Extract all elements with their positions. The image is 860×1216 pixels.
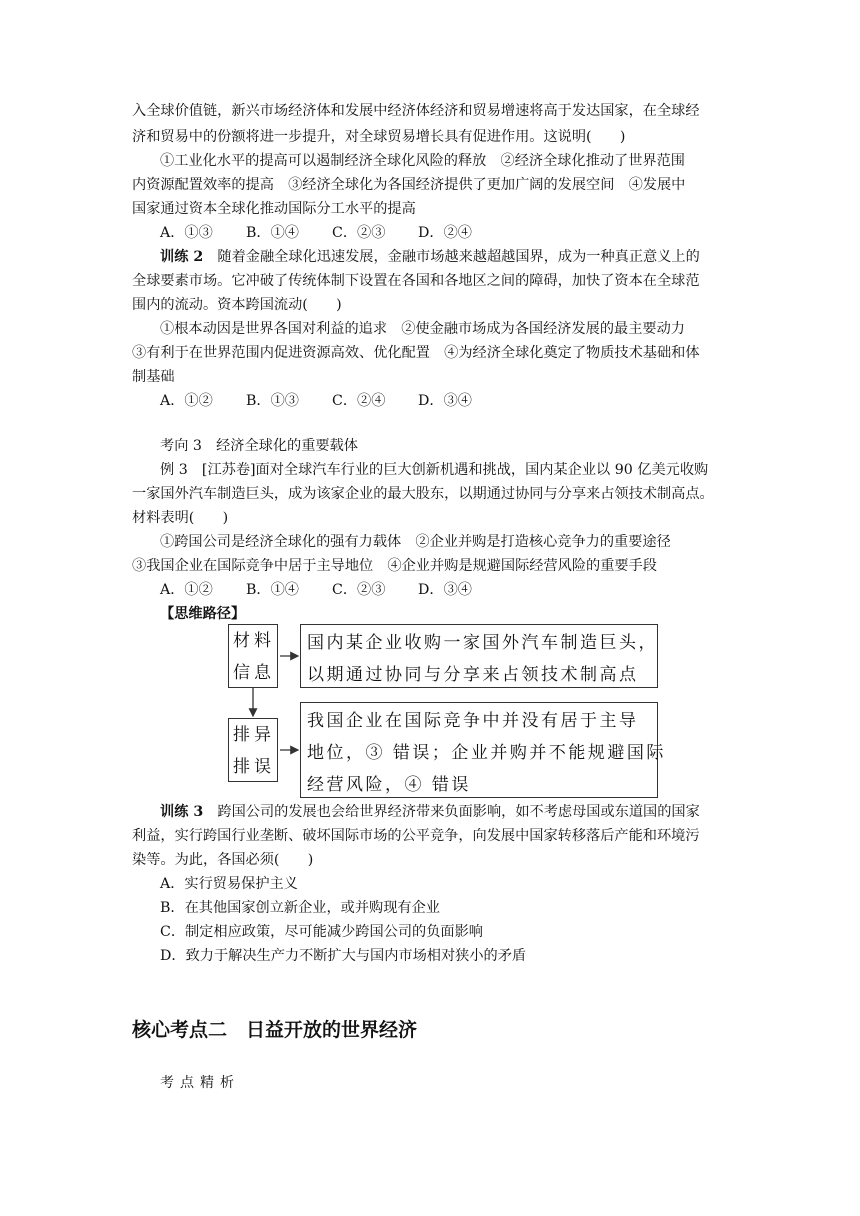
option-line: A．实行贸易保护主义 — [160, 876, 298, 892]
section-heading: 核心考点二 日益开放的世界经济 — [132, 1019, 418, 1041]
option-line: B．在其他国家创立新企业，或并购现有企业 — [160, 900, 440, 916]
answer-choices — [160, 390, 472, 412]
flow-content-text: 我国企业在国际竞争中并没有居于主导 — [307, 711, 639, 731]
answer-d: D．②④ — [418, 225, 472, 241]
example-stem: 例 3 [江苏卷]面对全球汽车行业的巨大创新机遇和挑战，国内某企业以 90 亿美元收购 — [160, 462, 709, 478]
option-line: ①工业化水平的提高可以遏制经济全球化风险的释放 ②经济全球化推动了世界范围 — [160, 153, 685, 169]
answer-b: B．①④ — [246, 582, 299, 598]
option-line: 内资源配置效率的提高 ③经济全球化为各国经济提供了更加广阔的发展空间 ④发展中 — [132, 177, 686, 193]
option-line: D．致力于解决生产力不断扩大与国内市场相对狭小的矛盾 — [160, 948, 527, 964]
text-line: 染等。为此，各国必须( ) — [132, 852, 314, 868]
text-line: 入全球价值链，新兴市场经济体和发展中经济体经济和贸易增速将高于发达国家，在全球经 — [132, 103, 700, 119]
text-line: 全球要素市场。它冲破了传统体制下设置在各国和各地区之间的障碍，加快了资本在全球范 — [132, 273, 700, 289]
exercise-stem — [160, 246, 700, 268]
text-line: 济和贸易中的份额将进一步提升，对全球贸易增长具有促进作用。这说明( ) — [132, 129, 626, 145]
answer-d: D．③④ — [418, 582, 472, 598]
option-line: ③有利于在世界范围内促进资源高效、优化配置 ④为经济全球化奠定了物质技术基础和体 — [132, 345, 700, 361]
answer-choices — [160, 579, 472, 601]
exercise-label: 训练 2 — [160, 249, 204, 265]
flow-content-box-1 — [300, 624, 658, 688]
answer-b: B．①④ — [246, 225, 299, 241]
answer-a: A．①② — [160, 393, 213, 409]
flow-content-box-2 — [300, 702, 666, 798]
text-line: 利益，实行跨国行业垄断、破坏国际市场的公平竞争，向发展中国家转移落后产能和环境污 — [132, 828, 700, 844]
answer-a: A．①② — [160, 582, 213, 598]
option-line: ③我国企业在国际竞争中居于主导地位 ④企业并购是规避国际经营风险的重要手段 — [132, 558, 657, 574]
option-line: C．制定相应政策，尽可能减少跨国公司的负面影响 — [160, 924, 483, 940]
flow-label-text: 排误 — [233, 757, 275, 777]
flow-content-text: 国内某企业收购一家国外汽车制造巨头， — [307, 633, 658, 653]
answer-c: C．②③ — [332, 582, 386, 598]
text-line: 材料表明( ) — [132, 510, 229, 526]
exercise-text: 跨国公司的发展也会给世界经济带来负面影响，如不考虑母国或东道国的国家 — [217, 804, 700, 820]
flow-content-text: 地位，③ 错误；企业并购并不能规避国际 — [307, 743, 666, 763]
subsection-heading: 考点精析 — [160, 1075, 240, 1091]
option-line: ①根本动因是世界各国对利益的追求 ②使金融市场成为各国经济发展的最主要动力 — [160, 321, 685, 337]
flow-content-text: 以期通过协同与分享来占领技术制高点 — [307, 665, 639, 685]
text-line: 一家国外汽车制造巨头，成为该家企业的最大股东，以期通过协同与分享来占领技术制高点。 — [132, 486, 714, 502]
exercise-label: 训练 3 — [160, 804, 204, 820]
answer-choices — [160, 222, 472, 244]
answer-d: D．③④ — [418, 393, 472, 409]
answer-c: C．②③ — [332, 225, 386, 241]
flow-label-text: 信息 — [233, 663, 275, 683]
option-line: 制基础 — [132, 369, 175, 385]
section-title: 考向 3 经济全球化的重要载体 — [160, 438, 358, 454]
flow-label-text: 材料 — [233, 631, 275, 651]
option-line: 国家通过资本全球化推动国际分工水平的提高 — [132, 201, 416, 217]
answer-c: C．②④ — [332, 393, 386, 409]
answer-b: B．①③ — [246, 393, 299, 409]
text-line: 围内的流动。资本跨国流动( ) — [132, 297, 342, 313]
flow-content-text: 经营风险，④ 错误 — [307, 775, 471, 795]
thinking-path-label: 【思维路径】 — [160, 606, 246, 622]
option-line: ①跨国公司是经济全球化的强有力载体 ②企业并购是打造核心竞争力的重要途径 — [160, 534, 671, 550]
exercise-stem — [160, 801, 700, 823]
answer-a: A．①③ — [160, 225, 213, 241]
exercise-text: 随着金融全球化迅速发展，金融市场越来越超越国界，成为一种真正意义上的 — [217, 249, 700, 265]
flow-arrows — [224, 620, 304, 790]
flow-label-text: 排异 — [233, 725, 275, 745]
